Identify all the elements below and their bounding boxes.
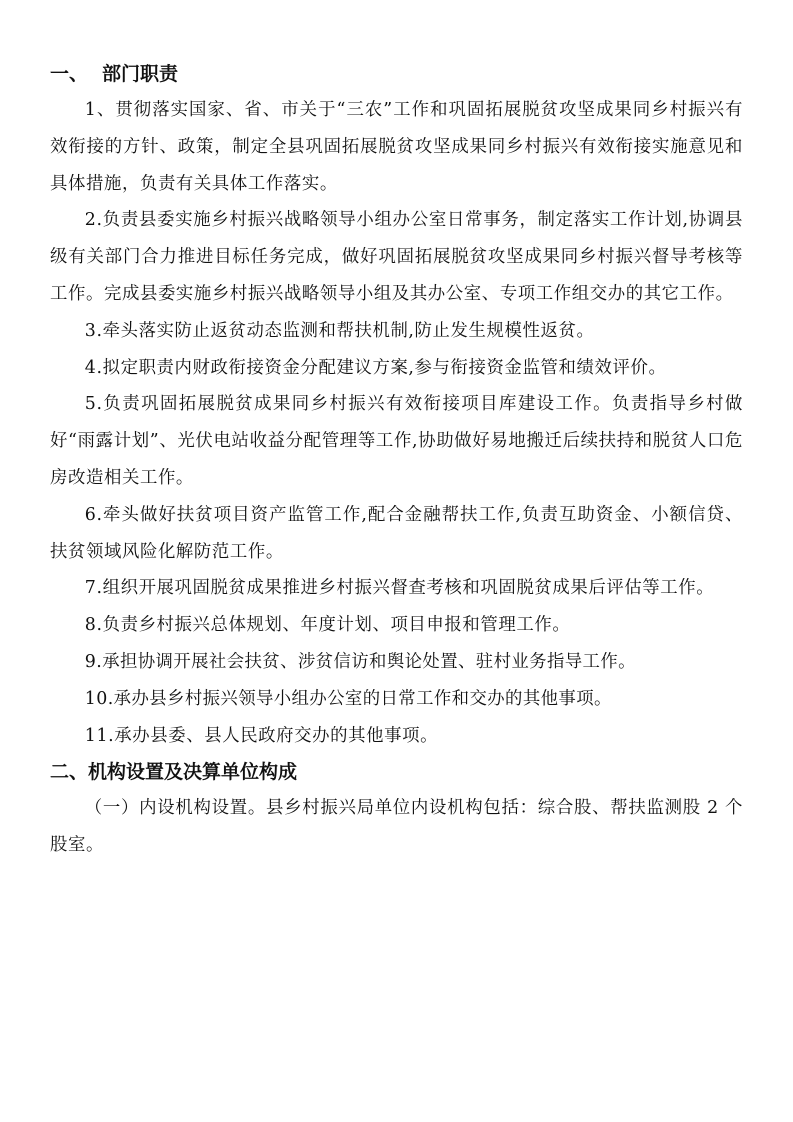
section-heading-duties xyxy=(50,56,743,92)
duty-item-7: 7.组织开展巩固脱贫成果推进乡村振兴督查考核和巩固脱贫成果后评估等工作。 xyxy=(84,578,715,599)
section-number: 一、 xyxy=(50,63,89,85)
section-heading-structure: 二、机构设置及决算单位构成 xyxy=(50,761,298,784)
duty-item-8: 8.负责乡村振兴总体规划、年度计划、项目申报和管理工作。 xyxy=(84,615,571,636)
section-title: 部门职责 xyxy=(102,63,179,85)
duty-item-1: 1、贯彻落实国家、省、市关于“三农”工作和巩固拓展脱贫攻坚成果同乡村振兴有效衔接的方针、政策，制定全县巩固拓展脱贫攻坚成果同乡村振兴有效衔接实施意见和具体措施，负责有关具体工作落实。 xyxy=(50,100,743,194)
duty-item-10: 10.承办县乡村振兴领导小组办公室的日常工作和交办的其他事项。 xyxy=(84,688,612,709)
duty-item-11: 11.承办县委、县人民政府交办的其他事项。 xyxy=(84,725,439,746)
duty-item-6: 6.牵头做好扶贫项目资产监管工作,配合金融帮扶工作,负责互助资金、小额信贷、扶贫领域风险化解防范工作。 xyxy=(50,504,743,562)
duty-item-4: 4.拟定职责内财政衔接资金分配建议方案,参与衔接资金监管和绩效评价。 xyxy=(84,357,667,378)
duty-item-5: 5.负责巩固拓展脱贫成果同乡村振兴有效衔接项目库建设工作。负责指导乡村做好“雨露计划”、光伏电站收益分配管理等工作,协助做好易地搬迁后续扶持和脱贫人口危房改造相关工作。 xyxy=(50,394,743,488)
structure-item-1: （一）内设机构设置。县乡村振兴局单位内设机构包括：综合股、帮扶监测股 2 个股室。 xyxy=(50,798,743,856)
duty-item-9: 9.承担协调开展社会扶贫、涉贫信访和舆论处置、驻村业务指导工作。 xyxy=(84,651,636,672)
duty-item-2: 2.负责县委实施乡村振兴战略领导小组办公室日常事务，制定落实工作计划,协调县级有关部门合力推进目标任务完成，做好巩固拓展脱贫攻坚成果同乡村振兴督导考核等工作。完成县委实施乡村振兴战略领导小组及其办公室、专项工作组交办的其它工作。 xyxy=(50,210,743,304)
duty-item-3: 3.牵头落实防止返贫动态监测和帮扶机制,防止发生规模性返贫。 xyxy=(84,320,595,341)
